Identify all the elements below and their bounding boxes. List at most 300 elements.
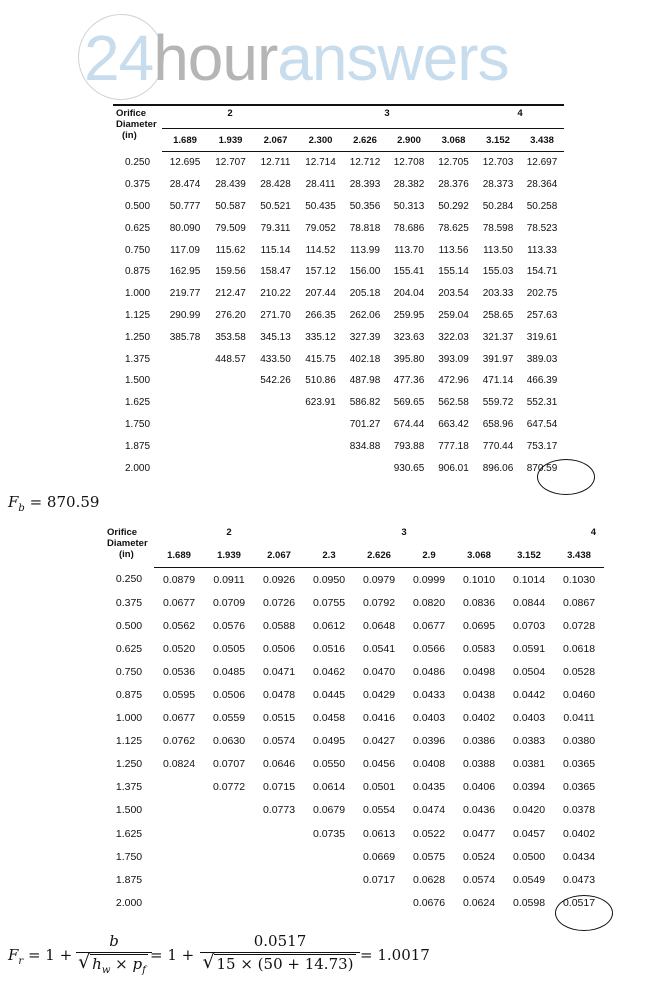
value-cell [253,435,298,457]
value-cell: 0.0427 [362,735,396,748]
table2-diameter-5: 2.9 [404,543,454,568]
value-cell: 50.587 [215,200,246,212]
fr-eq1: = 1 + [23,946,73,964]
table-row [104,799,604,822]
value-cell: 0.0574 [262,735,296,748]
table-row [113,305,564,327]
table1-group-4: 4 [476,105,564,129]
table-row [104,776,604,799]
value-cell: 0.0695 [462,619,496,632]
value-cell: 0.0879 [162,573,196,586]
orifice-diameter-cell: 0.875 [124,266,151,278]
value-cell: 12.707 [215,157,246,169]
value-cell [204,799,254,822]
table1-diameter-5: 2.900 [387,129,431,152]
table1-header-diameter: Diameter [116,119,157,130]
value-cell: 114.52 [305,244,336,256]
fr-den-h-sub: w [101,965,111,976]
value-cell: 770.44 [482,440,514,452]
value-cell: 0.0836 [462,596,496,609]
value-cell: 259.04 [438,309,469,321]
value-cell: 0.0420 [512,804,546,817]
value-cell: 0.0517 [562,896,596,909]
value-cell: 0.0559 [212,712,246,725]
table1-header-orifice: Orifice [116,108,147,119]
value-cell: 0.0824 [162,758,196,771]
value-cell: 204.04 [393,288,425,300]
value-cell: 28.411 [305,179,336,191]
value-cell: 78.523 [526,222,558,234]
orifice-diameter-cell: 1.125 [115,735,143,748]
value-cell: 0.0679 [312,804,346,817]
table-row [104,614,604,637]
value-cell: 156.00 [349,266,381,278]
orifice-diameter-cell: 0.375 [115,596,143,609]
value-cell: 906.01 [438,462,469,474]
basic-orifice-factor-table [113,104,564,479]
value-cell: 78.686 [393,222,425,234]
value-cell [208,414,253,436]
value-cell: 159.56 [215,266,246,278]
fr-den-h: h [92,955,102,973]
value-cell: 322.03 [438,331,469,343]
value-cell: 117.09 [170,244,200,256]
fb-value: = 870.59 [24,493,100,511]
value-cell: 113.99 [350,244,380,256]
value-cell: 623.91 [305,397,336,409]
value-cell [162,348,208,370]
value-cell: 0.0715 [262,781,296,794]
value-cell: 0.0591 [512,642,546,655]
value-cell: 0.0677 [412,619,446,632]
value-cell: 569.65 [393,397,425,409]
value-cell: 0.0911 [213,573,245,586]
value-cell: 203.33 [482,288,514,300]
value-cell: 0.0388 [462,758,496,771]
table-row [113,152,564,174]
fr-result: = 1.0017 [360,946,430,964]
value-cell: 113.33 [527,244,557,256]
value-cell: 0.0703 [512,619,546,632]
value-cell [204,868,254,891]
value-cell: 0.0541 [362,642,396,655]
value-cell: 258.65 [482,309,514,321]
value-cell: 0.0477 [462,827,496,840]
orifice-diameter-cell: 1.875 [124,440,151,452]
value-cell: 0.0462 [312,665,346,678]
value-cell: 50.258 [526,200,558,212]
table-row [104,891,604,914]
value-cell: 50.777 [169,200,201,212]
value-cell: 202.75 [526,288,558,300]
value-cell [254,822,304,845]
table2-diameter-2: 2.067 [254,543,304,568]
value-cell: 78.818 [349,222,381,234]
value-cell: 0.0365 [562,781,596,794]
value-cell [253,414,298,436]
watermark-part-hour: hour [153,22,278,94]
value-cell: 50.292 [438,200,469,212]
value-cell: 0.0574 [462,873,496,886]
value-cell: 0.0436 [462,804,496,817]
value-cell: 0.0588 [262,619,296,632]
value-cell [253,457,298,479]
table2-diameter-4: 2.626 [354,543,404,568]
value-cell: 78.625 [438,222,469,234]
value-cell: 0.0575 [412,850,446,863]
value-cell: 259.95 [393,309,425,321]
value-cell: 415.75 [305,353,336,365]
value-cell: 0.0646 [262,758,296,771]
value-cell: 0.0735 [312,827,346,840]
fr-subscript: r [18,956,24,967]
value-cell: 0.0536 [162,665,196,678]
orifice-diameter-cell: 1.250 [124,331,151,343]
orifice-diameter-cell: 1.500 [115,804,143,817]
value-cell: 0.0445 [312,689,346,702]
orifice-diameter-cell: 1.750 [115,850,143,863]
value-cell: 271.70 [260,309,291,321]
value-cell: 870.59 [526,462,558,474]
sqrt-icon: √ [78,951,91,973]
value-cell: 0.0820 [412,596,446,609]
value-cell [162,392,208,414]
value-cell [204,845,254,868]
table-row [104,683,604,706]
value-cell: 28.376 [438,179,469,191]
value-cell: 389.03 [526,353,558,365]
table2-header-diameter: Diameter [107,538,148,549]
table2-diameter-1: 1.939 [204,543,254,568]
value-cell: 0.0595 [162,689,196,702]
value-cell: 0.0471 [262,665,296,678]
table-row [104,753,604,776]
value-cell: 0.0396 [412,735,446,748]
value-cell: 0.0728 [562,619,596,632]
value-cell: 0.0501 [362,781,396,794]
table-row [104,822,604,845]
table-row [104,568,604,592]
value-cell [208,392,253,414]
fb-equation [8,493,99,514]
value-cell: 0.0381 [512,758,546,771]
value-cell: 391.97 [482,353,514,365]
table2-diameter-6: 3.068 [454,543,504,568]
orifice-diameter-cell: 0.250 [115,573,143,586]
value-cell: 433.50 [260,353,291,365]
table2-header-orifice: Orifice [107,527,138,538]
value-cell: 0.0669 [362,850,396,863]
orifice-diameter-cell: 1.875 [115,873,143,886]
value-cell: 115.62 [215,244,246,256]
table2-group-4: 4 [590,527,596,538]
fr-symbol: F [8,946,19,964]
value-cell: 0.0495 [312,735,346,748]
value-cell: 12.714 [305,157,336,169]
value-cell: 0.0844 [512,596,546,609]
value-cell: 28.428 [260,179,291,191]
value-cell: 701.27 [349,418,381,430]
value-cell: 0.0402 [562,827,596,840]
table2-group-2: 2 [226,527,232,538]
table1-body [113,152,564,479]
value-cell: 0.0456 [362,758,396,771]
value-cell: 0.0979 [362,573,396,586]
value-cell [254,845,304,868]
value-cell: 0.0470 [362,665,396,678]
value-cell: 0.0550 [312,758,346,771]
value-cell [304,868,354,891]
value-cell: 154.71 [526,266,558,278]
value-cell [354,891,404,914]
value-cell: 0.0402 [462,712,496,725]
value-cell: 562.58 [438,397,469,409]
value-cell: 0.0677 [162,596,196,609]
fr-den-p-sub: f [142,965,146,976]
value-cell: 79.052 [305,222,336,234]
table-row [113,174,564,196]
value-cell: 0.0460 [562,689,596,702]
value-cell: 79.509 [215,222,246,234]
orifice-diameter-cell: 0.625 [124,222,151,234]
value-cell: 0.0549 [512,873,546,886]
value-cell: 0.0792 [362,596,396,609]
value-cell: 155.03 [482,266,514,278]
value-cell: 79.311 [260,222,291,234]
value-cell: 0.0628 [412,873,446,886]
value-cell: 472.96 [438,375,469,387]
value-cell: 0.0630 [212,735,246,748]
orifice-diameter-cell: 0.375 [124,179,151,191]
orifice-diameter-cell: 0.750 [124,244,151,256]
table1-diameter-4: 2.626 [343,129,387,152]
fr-lhs [8,946,72,967]
fr-den-times: × [110,955,133,973]
table-row [113,348,564,370]
value-cell [154,891,204,914]
value-cell [298,457,343,479]
value-cell [154,799,204,822]
value-cell: 157.12 [305,266,336,278]
value-cell: 0.0717 [362,873,396,886]
value-cell [298,414,343,436]
fr-fraction-numeric [200,932,360,973]
value-cell: 0.0457 [512,827,546,840]
table-row [113,283,564,305]
table-row [104,637,604,660]
table2-header-in: (in) [119,549,134,560]
value-cell [208,370,253,392]
table-row [113,261,564,283]
value-cell: 335.12 [305,331,336,343]
value-cell: 0.0613 [362,827,396,840]
value-cell: 0.0438 [462,689,496,702]
value-cell: 0.0522 [412,827,446,840]
value-cell: 0.0773 [262,804,296,817]
table-row [104,591,604,614]
value-cell [253,392,298,414]
value-cell: 0.1014 [512,573,546,586]
table1-diameter-7: 3.152 [476,129,520,152]
value-cell: 12.708 [393,157,425,169]
value-cell: 0.0755 [312,596,346,609]
watermark-text [84,18,509,98]
fr-frac2-denominator: 15 × (50 + 14.73) [216,955,354,973]
value-cell [162,414,208,436]
table-row [113,370,564,392]
table-row [113,414,564,436]
value-cell: 155.14 [438,266,469,278]
value-cell: 793.88 [393,440,425,452]
orifice-diameter-cell: 1.125 [124,309,151,321]
value-cell: 542.26 [260,375,291,387]
fr-fraction-symbolic [76,932,152,976]
watermark-logo [78,14,598,100]
value-cell: 28.382 [393,179,425,191]
value-cell: 321.37 [482,331,514,343]
value-cell: 12.711 [260,157,291,169]
value-cell: 402.18 [349,353,381,365]
value-cell: 113.70 [394,244,424,256]
table1-group-2: 2 [162,105,298,129]
value-cell: 0.0618 [562,642,596,655]
value-cell: 0.0394 [512,781,546,794]
value-cell: 290.99 [169,309,201,321]
table-row [113,326,564,348]
value-cell: 0.0676 [412,896,446,909]
value-cell: 12.703 [482,157,514,169]
value-cell: 0.0383 [512,735,546,748]
table1-header-label [113,105,162,152]
value-cell: 50.356 [349,200,381,212]
value-cell: 0.0365 [562,758,596,771]
value-cell: 113.56 [438,244,469,256]
value-cell: 0.0648 [362,619,396,632]
table-row [113,196,564,218]
value-cell: 0.0498 [462,665,496,678]
table1-diameter-6: 3.068 [431,129,476,152]
value-cell: 0.0403 [512,712,546,725]
fr-frac2-sqrt [202,951,355,973]
value-cell: 0.0504 [512,665,546,678]
table2-diameter-3: 2.3 [304,543,354,568]
value-cell: 203.54 [438,288,469,300]
value-cell: 559.72 [482,397,514,409]
value-cell: 0.0554 [362,804,396,817]
table2-group-3: 3 [401,527,407,538]
value-cell: 0.0926 [262,573,296,586]
value-cell: 0.0433 [412,689,446,702]
table2-header-label [104,525,154,568]
table1-diameter-8: 3.438 [520,129,564,152]
value-cell: 0.0528 [562,665,596,678]
value-cell: 674.44 [393,418,425,430]
value-cell: 0.0485 [212,665,246,678]
orifice-diameter-cell: 1.250 [115,758,143,771]
value-cell: 0.0486 [412,665,446,678]
value-cell: 0.0772 [212,781,246,794]
value-cell: 210.22 [260,288,291,300]
value-cell: 323.63 [393,331,425,343]
value-cell: 80.090 [169,222,201,234]
table-row [104,660,604,683]
value-cell: 158.47 [260,266,291,278]
value-cell [208,457,253,479]
value-cell: 466.39 [526,375,558,387]
value-cell: 0.0411 [563,712,595,725]
value-cell: 0.0677 [162,712,196,725]
value-cell: 0.0474 [412,804,446,817]
orifice-diameter-cell: 1.625 [124,397,151,409]
value-cell: 586.82 [349,397,381,409]
value-cell: 471.14 [482,375,514,387]
value-cell [154,776,204,799]
value-cell: 477.36 [393,375,425,387]
table2-diameter-7: 3.152 [504,543,554,568]
value-cell: 205.18 [349,288,381,300]
value-cell: 930.65 [393,462,425,474]
value-cell: 319.61 [526,331,558,343]
value-cell [343,457,387,479]
table-row [104,707,604,730]
value-cell: 50.521 [260,200,291,212]
value-cell: 658.96 [482,418,514,430]
value-cell: 0.0429 [362,689,396,702]
table1-group-3: 3 [298,105,476,129]
orifice-diameter-cell: 0.875 [115,689,143,702]
value-cell: 896.06 [482,462,514,474]
value-cell: 0.0458 [312,712,346,725]
table-row [113,457,564,479]
value-cell: 28.439 [215,179,246,191]
value-cell [298,435,343,457]
value-cell [162,457,208,479]
value-cell: 212.47 [215,288,246,300]
value-cell: 647.54 [526,418,558,430]
value-cell: 0.1030 [562,573,596,586]
value-cell: 0.0726 [262,596,296,609]
fr-frac2-bar [200,952,360,953]
value-cell: 327.39 [349,331,381,343]
value-cell [154,868,204,891]
value-cell [204,822,254,845]
value-cell: 0.0416 [362,712,396,725]
table1-diameter-3: 2.300 [298,129,343,152]
value-cell: 0.0408 [412,758,446,771]
value-cell: 0.0576 [212,619,246,632]
value-cell: 113.50 [483,244,513,256]
value-cell: 0.0500 [512,850,546,863]
value-cell [154,822,204,845]
value-cell: 0.0434 [562,850,596,863]
value-cell: 0.0950 [312,573,346,586]
fr-frac2-numerator: 0.0517 [253,932,307,950]
orifice-diameter-cell: 1.375 [124,353,151,365]
orifice-diameter-cell: 0.750 [115,665,143,678]
value-cell: 0.0516 [312,642,346,655]
value-cell: 552.31 [526,397,558,409]
table1-header-in: (in) [122,130,137,141]
value-cell: 28.474 [169,179,201,191]
b-factor-table [104,525,604,914]
table2-pipe-diameter-row [104,543,604,568]
value-cell: 510.86 [305,375,336,387]
value-cell: 0.0478 [262,689,296,702]
table1-pipe-diameter-row [113,129,564,152]
table-row [113,392,564,414]
value-cell: 353.58 [215,331,246,343]
value-cell [204,891,254,914]
